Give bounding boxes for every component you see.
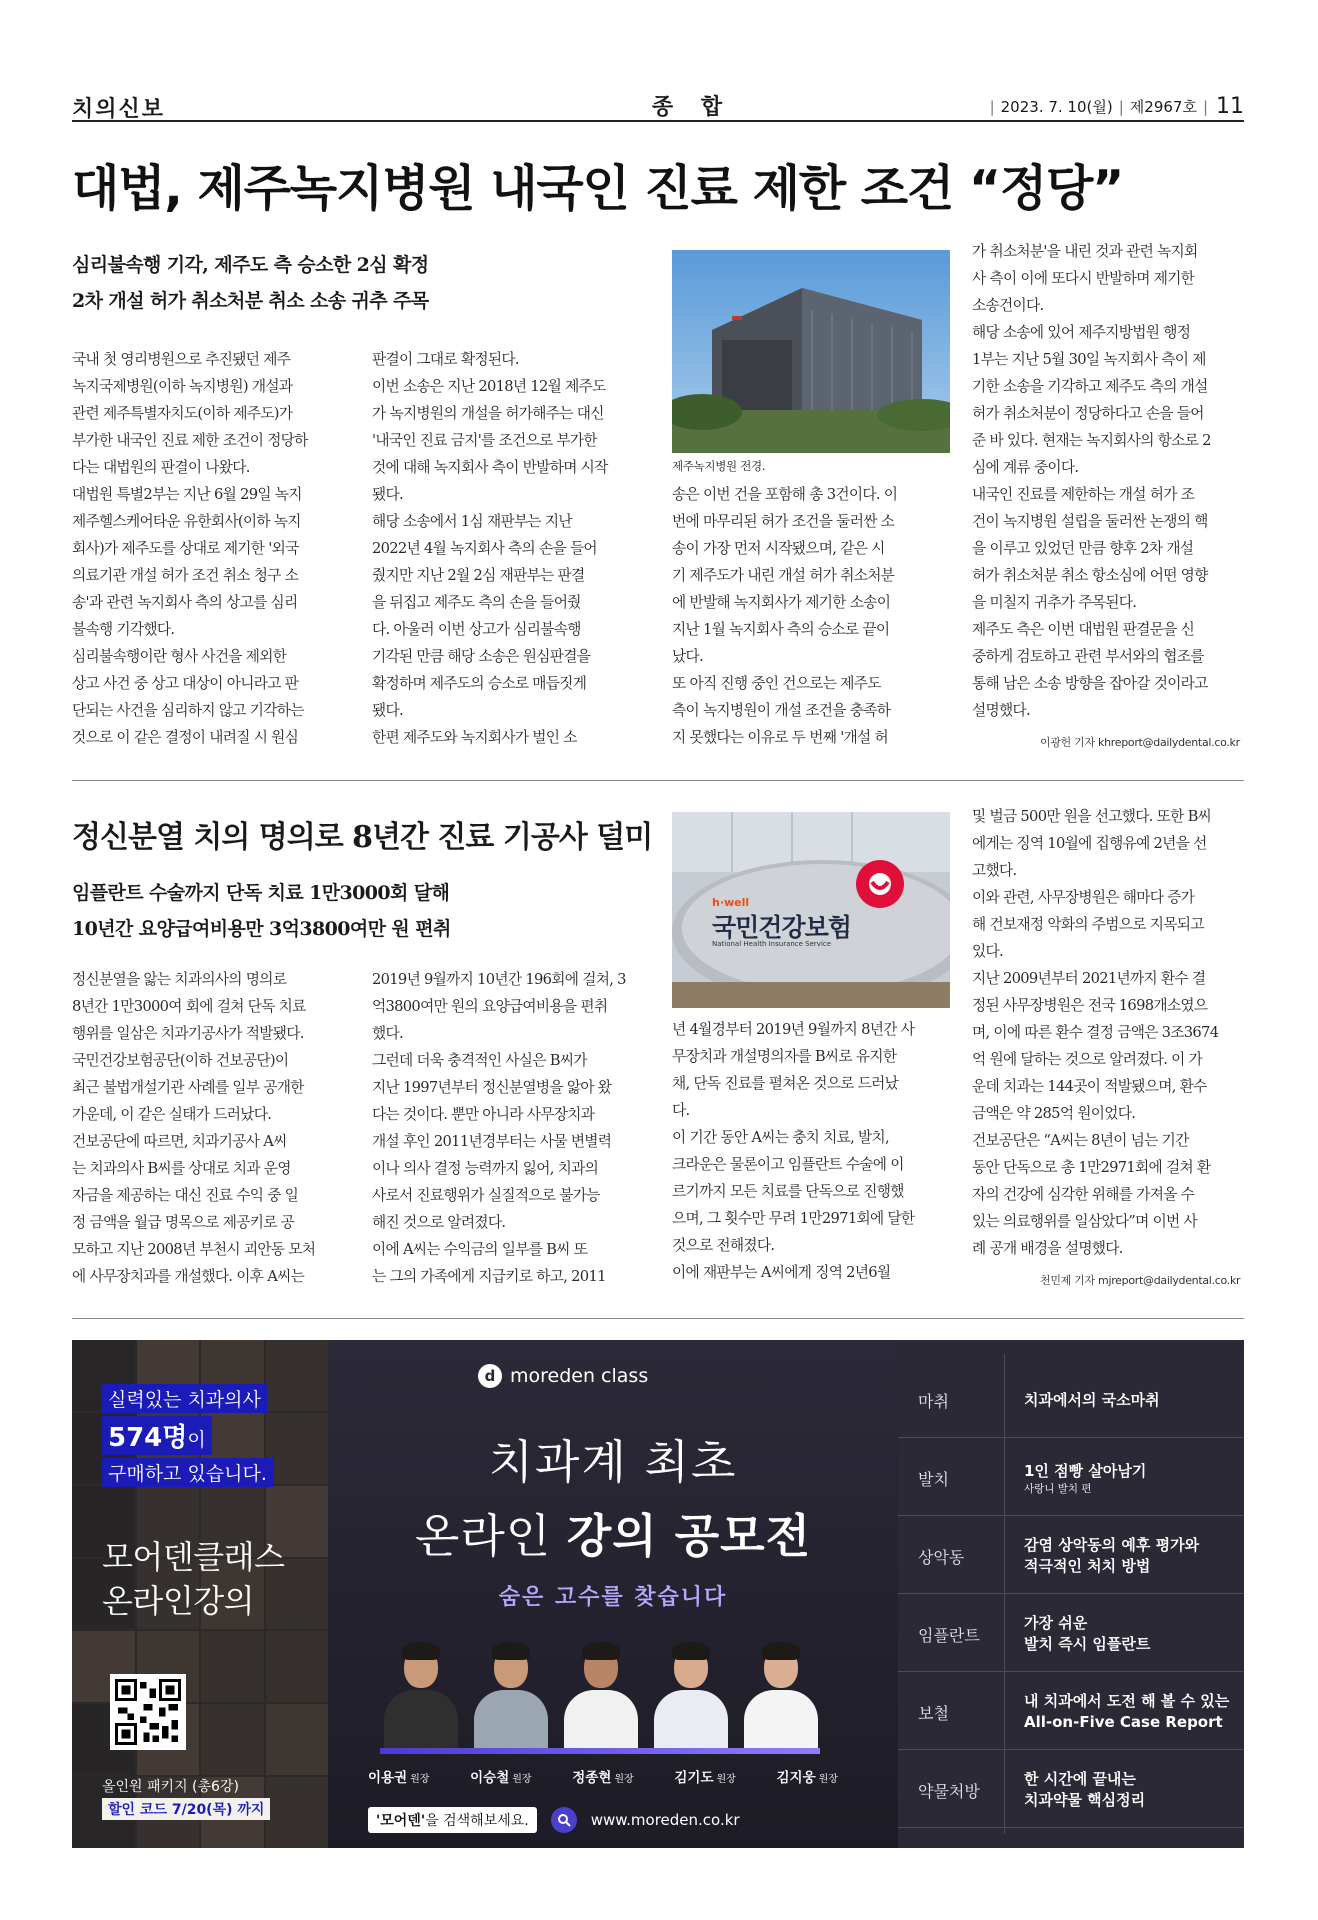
text-line: 해 건보재정 악화의 주범으로 지목되고 [972, 916, 1204, 933]
text-line: 모하고 지난 2008년 부천시 괴안동 모처 [72, 1241, 316, 1258]
text-line: 8년간 1만3000여 회에 걸쳐 단독 치료 [72, 998, 306, 1015]
text-line: 다. [672, 1102, 690, 1119]
speaker-role: 원장 [614, 1774, 634, 1785]
text-line: 운데 치과는 144곳이 적발됐으며, 환수 [972, 1078, 1207, 1095]
speaker-name [674, 1766, 735, 1786]
text-line: 것으로 이 같은 결정이 내려질 시 원심 [72, 729, 299, 746]
speaker-name-text: 이용권 [368, 1770, 408, 1786]
course-row[interactable] [898, 1362, 1244, 1438]
text-line: 는 그의 가족에게 지급키로 하고, 2011 [372, 1268, 606, 1285]
text-line: 송은 이번 건을 포함해 총 3건이다. 이 [672, 486, 898, 503]
text-line: 기한 소송을 기각하고 제주도 측의 개설 [972, 378, 1208, 395]
ad-left-package: 올인원 패키지 (총6강) [102, 1779, 239, 1795]
text-line: '내국인 진료 금지'를 조건으로 부가한 [372, 432, 597, 449]
text-line: 다는 것이다. 뿐만 아니라 사무장치과 [372, 1106, 595, 1123]
text-line: 정신분열을 앓는 치과의사의 명의로 [72, 971, 287, 988]
text-line: 자금을 제공하는 대신 진료 수익 중 일 [72, 1187, 299, 1204]
building-illustration [672, 250, 950, 453]
text-line: 금액은 약 285억 원이었다. [972, 1105, 1136, 1122]
course-title [1024, 1440, 1146, 1516]
text-line: 것으로 전해졌다. [672, 1237, 775, 1254]
text-line: 내국인 진료를 제한하는 개설 허가 조 [972, 486, 1195, 503]
text-line: 행위를 일삼은 치과기공사가 적발됐다. [72, 1025, 304, 1042]
ad-title-line2-b: 강의 공모전 [566, 1509, 812, 1563]
text-line: 이에 A씨는 수익금의 일부를 B씨 또 [372, 1241, 588, 1258]
article1-subheading-2: 2차 개설 허가 취소처분 취소 소송 귀추 주목 [72, 290, 429, 312]
article1-column-4 [972, 238, 1244, 724]
search-suffix: 을 검색해보세요. [425, 1813, 529, 1829]
ad-center-panel [328, 1340, 898, 1848]
separator: | [989, 97, 995, 116]
text-line: 지난 1997년부터 정신분열병을 앓아 왔 [372, 1079, 612, 1096]
ad-left-line1: 실력있는 치과의사 [102, 1384, 267, 1413]
masthead [72, 90, 1244, 122]
speaker-name-text: 김지웅 [776, 1770, 816, 1786]
text-line: 을 뒤집고 제주도 측의 손을 들어줬 [372, 594, 581, 611]
text-line: 크라운은 물론이고 임플란트 수술에 이 [672, 1156, 904, 1173]
text-line: 기각된 만큼 해당 소송은 원심판결을 [372, 648, 591, 665]
text-line: 을 이루고 있었던 만큼 향후 2차 개설 [972, 540, 1194, 557]
course-row[interactable] [898, 1440, 1244, 1516]
course-title-line1: 치과에서의 국소마취 [1024, 1390, 1160, 1409]
speaker-photo [380, 1640, 460, 1748]
text-line: 제주헬스케어타운 유한회사(이하 녹지 [72, 513, 301, 530]
qr-code[interactable] [110, 1674, 186, 1750]
speaker-role: 원장 [512, 1774, 532, 1785]
text-line: 자의 건강에 심각한 위해를 가져올 수 [972, 1186, 1195, 1203]
course-category: 보철 [918, 1703, 949, 1723]
moreden-brand [478, 1364, 648, 1388]
text-line: 지난 2009년부터 2021년까지 환수 결 [972, 970, 1206, 987]
text-line: 설명했다. [972, 702, 1030, 719]
text-line: 채, 단독 진료를 펼쳐온 것으로 드러났 [672, 1075, 899, 1092]
text-line: 부가한 내국인 진료 제한 조건이 정당하 [72, 432, 308, 449]
text-line: 측이 녹지병원이 개설 조건을 충족하 [672, 702, 891, 719]
text-line: 했다. [372, 1025, 403, 1042]
search-keyword: '모어덴' [376, 1813, 426, 1829]
course-list [898, 1340, 1244, 1848]
course-title [1024, 1752, 1145, 1828]
course-title-line2: 적극적인 처치 방법 [1024, 1557, 1151, 1575]
speaker-name [777, 1766, 838, 1786]
text-line: 됐다. [372, 486, 403, 503]
sign-name: 국민건강보험 [712, 913, 851, 942]
text-line: 기 제주도가 내린 개설 허가 취소처분 [672, 567, 895, 584]
text-line: 있는 의료행위를 일삼았다”며 이번 사 [972, 1213, 1198, 1230]
article-divider [72, 780, 1244, 781]
text-line: 례 공개 배경을 설명했다. [972, 1240, 1123, 1257]
speaker-names [368, 1766, 838, 1786]
text-line: 의료기관 개설 허가 조건 취소 청구 소 [72, 567, 299, 584]
course-title-line1: 감염 상악동의 예후 평가와 [1024, 1536, 1200, 1554]
ad-title-line2 [328, 1500, 898, 1566]
speaker-name-text: 정종현 [572, 1770, 612, 1786]
text-line: 다는 대법원의 판결이 나왔다. [72, 459, 250, 476]
text-line: 최근 불법개설기관 사례를 일부 공개한 [72, 1079, 304, 1096]
ad-left-panel [72, 1340, 328, 1848]
page-number: 11 [1216, 94, 1244, 119]
text-line: 이 기간 동안 A씨는 충치 치료, 발치, [672, 1129, 890, 1146]
ad-left-discount-code: 할인 코드 7/20(목) 까지 [102, 1798, 270, 1820]
text-line: 단되는 사건을 심리하지 않고 기각하는 [72, 702, 304, 719]
sign-english: National Health Insurance Service [712, 940, 832, 948]
text-line: 며, 이에 따른 환수 결정 금액은 3조3674 [972, 1024, 1219, 1041]
text-line: 됐다. [372, 702, 403, 719]
qr-code-icon [115, 1679, 181, 1745]
course-title [1024, 1674, 1229, 1750]
speaker-role: 원장 [818, 1774, 838, 1785]
text-line: 한편 제주도와 녹지회사가 벌인 소 [372, 729, 577, 746]
text-line: 통해 남은 소송 방향을 잡아갈 것이라고 [972, 675, 1208, 692]
course-row[interactable] [898, 1674, 1244, 1750]
text-line: 을 미칠지 귀추가 주목된다. [972, 594, 1137, 611]
newspaper-name: 치의신보 [72, 97, 166, 122]
speaker-bar [380, 1748, 820, 1754]
text-line: 이나 의사 결정 능력까지 잃어, 치과의 [372, 1160, 599, 1177]
text-line: 사 측이 이에 또다시 반발하며 제기한 [972, 270, 1195, 287]
text-line: 에 반발해 녹지회사가 제기한 소송이 [672, 594, 891, 611]
course-title [1024, 1596, 1150, 1672]
text-line: 났다. [672, 648, 703, 665]
text-line: 억 원에 달하는 것으로 알려졌다. 이 가 [972, 1051, 1203, 1068]
search-icon[interactable] [551, 1807, 577, 1833]
nhis-sign-photo [672, 812, 950, 1008]
text-line: 무장치과 개설명의자를 B씨로 유지한 [672, 1048, 897, 1065]
text-line: 송'과 관련 녹지회사 측의 상고를 심리 [72, 594, 298, 611]
article1-column-2 [372, 346, 644, 751]
text-line: 개설 후인 2011년경부터는 사물 변별력 [372, 1133, 612, 1150]
text-line: 가 녹지병원의 개설을 허가해주는 대신 [372, 405, 604, 422]
section-label: 종 합 [651, 95, 733, 120]
text-line: 해당 소송에서 1심 재판부는 지난 [372, 513, 572, 530]
speaker-name [470, 1766, 531, 1786]
search-prompt[interactable] [368, 1804, 838, 1836]
course-subtitle: 사랑니 발치 편 [1024, 1482, 1092, 1495]
text-line: 국내 첫 영리병원으로 추진됐던 제주 [72, 351, 291, 368]
course-title-line1: 내 치과에서 도전 해 볼 수 있는 [1024, 1692, 1230, 1710]
text-line: 대법원 특별2부는 지난 6월 29일 녹지 [72, 486, 302, 503]
photo1-caption: 제주녹지병원 전경. [672, 459, 766, 473]
text-line: 건이 녹지병원 설립을 둘러싼 논쟁의 핵 [972, 513, 1208, 530]
text-line: 르기까지 모든 치료를 단독으로 진행했 [672, 1183, 904, 1200]
sign-brand: h·well [712, 896, 750, 909]
ad-title-line2-a: 온라인 [414, 1509, 567, 1563]
article1-headline: 대법, 제주녹지병원 내국인 진료 제한 조건 “정당” [72, 160, 1124, 217]
course-title-line1: 가장 쉬운 [1024, 1614, 1088, 1632]
article2-column-3 [672, 1016, 944, 1286]
speaker-photo [650, 1640, 730, 1748]
text-line: 가운데, 이 같은 실태가 드러났다. [72, 1106, 272, 1123]
speaker-photo [470, 1640, 550, 1748]
text-line: 제주도 측은 이번 대법원 판결문을 신 [972, 621, 1195, 638]
text-line: 것에 대해 녹지회사 측이 반발하며 시작 [372, 459, 608, 476]
dentist-count-suffix: 이 [187, 1429, 206, 1451]
text-line: 건보공단에 따르면, 치과기공사 A씨 [72, 1133, 287, 1150]
speaker-photo [560, 1640, 640, 1748]
text-line: 심리불속행이란 형사 사건을 제외한 [72, 648, 287, 665]
article-divider [72, 1318, 1244, 1319]
text-line: 고했다. [972, 862, 1017, 879]
article1-column-1 [72, 346, 344, 751]
course-title-line2: 치과약물 핵심정리 [1024, 1791, 1146, 1809]
ad-left-title2: 온라인강의 [102, 1582, 255, 1620]
article2-column-4 [972, 803, 1244, 1262]
ad-left-line3: 구매하고 있습니다. [102, 1458, 273, 1487]
search-keyword-pill [368, 1807, 537, 1833]
article2-column-1 [72, 966, 344, 1290]
text-line: 억3800여만 원의 요양급여비용을 편취 [372, 998, 608, 1015]
brand-name: moreden class [510, 1365, 649, 1387]
article1-column-3 [672, 481, 944, 751]
text-line: 으며, 그 횟수만 무려 1만2971회에 달한 [672, 1210, 915, 1227]
course-category: 임플란트 [918, 1625, 980, 1645]
text-line: 는 치과의사 B씨를 상대로 치과 운영 [72, 1160, 291, 1177]
website-url[interactable]: www.moreden.co.kr [590, 1811, 740, 1829]
course-category: 발치 [918, 1469, 949, 1489]
moreden-logo-icon: d [478, 1364, 502, 1388]
text-line: 국민건강보험공단(이하 건보공단)이 [72, 1052, 289, 1069]
text-line: 확정하며 제주도의 승소로 매듭짓게 [372, 675, 587, 692]
speaker-name-text: 김기도 [674, 1770, 714, 1786]
dentist-count: 574명 [108, 1423, 188, 1453]
text-line: 에 사무장치과를 개설했다. 이후 A씨는 [72, 1268, 305, 1285]
text-line: 지 못했다는 이유로 두 번째 '개설 허 [672, 729, 888, 746]
speaker-name [368, 1766, 429, 1786]
text-line: 2022년 4월 녹지회사 측의 손을 들어 [372, 540, 597, 557]
ad-title-line1: 치과계 최초 [488, 1435, 738, 1489]
text-line: 줬지만 지난 2월 2심 재판부는 판결 [372, 567, 585, 584]
text-line: 가 취소처분'을 내린 것과 관련 녹지회 [972, 243, 1198, 260]
text-line: 중하게 검토하고 관련 부서와의 협조를 [972, 648, 1204, 665]
text-line: 송이 가장 먼저 시작됐으며, 같은 시 [672, 540, 885, 557]
text-line: 심에 계류 중이다. [972, 459, 1079, 476]
course-row[interactable] [898, 1518, 1244, 1594]
speaker-photos [380, 1640, 820, 1748]
text-line: 지난 1월 녹지회사 측의 승소로 끝이 [672, 621, 890, 638]
article1-byline: 이광헌 기자 khreport@dailydental.co.kr [1040, 736, 1240, 749]
text-line: 해진 것으로 알려졌다. [372, 1214, 506, 1231]
text-line: 정된 사무장병원은 전국 1698개소였으 [972, 997, 1208, 1014]
text-line: 허가 취소처분이 정당하다고 손을 들어 [972, 405, 1204, 422]
hospital-building-photo [672, 250, 950, 453]
course-category: 약물처방 [918, 1781, 980, 1801]
course-title [1024, 1518, 1199, 1594]
text-line: 건보공단은 “A씨는 8년이 넘는 기간 [972, 1132, 1189, 1149]
text-line: 이번 소송은 지난 2018년 12월 제주도 [372, 378, 606, 395]
text-line: 2019년 9월까지 10년간 196회에 걸쳐, 3 [372, 971, 626, 988]
text-line: 년 4월경부터 2019년 9월까지 8년간 사 [672, 1021, 915, 1038]
course-category: 마취 [918, 1391, 949, 1411]
text-line: 이와 관련, 사무장병원은 해마다 증가 [972, 889, 1195, 906]
article2-subheading-2: 10년간 요양급여비용만 3억3800여만 원 편취 [72, 918, 451, 940]
article1-subheading-1: 심리불속행 기각, 제주도 측 승소한 2심 확정 [72, 254, 429, 276]
text-line: 사로서 진료행위가 실질적으로 불가능 [372, 1187, 600, 1204]
speaker-name-text: 이승철 [470, 1770, 510, 1786]
text-line: 소송건이다. [972, 297, 1044, 314]
course-title-line1: 한 시간에 끝내는 [1024, 1770, 1136, 1788]
course-row[interactable] [898, 1596, 1244, 1672]
article2-column-2 [372, 966, 644, 1290]
text-line: 1부는 지난 5월 30일 녹지회사 측이 제 [972, 351, 1206, 368]
text-line: 불속행 기각했다. [72, 621, 175, 638]
course-title-line2: 발치 즉시 임플란트 [1024, 1635, 1151, 1653]
text-line: 에게는 징역 10월에 집행유예 2년을 선 [972, 835, 1207, 852]
course-row[interactable] [898, 1752, 1244, 1828]
speaker-role: 원장 [410, 1774, 430, 1785]
ad-subtitle: 숨은 고수를 찾습니다 [498, 1585, 728, 1610]
issue-meta [990, 94, 1244, 119]
course-category: 상악동 [918, 1547, 965, 1567]
text-line: 다. 아울러 이번 상고가 심리불속행 [372, 621, 581, 638]
text-line: 동안 단독으로 총 1만2971회에 걸쳐 환 [972, 1159, 1211, 1176]
speaker-name [572, 1766, 633, 1786]
text-line: 회사)가 제주도를 상대로 제기한 '외국 [72, 540, 299, 557]
issue-number: 제2967호 [1129, 98, 1197, 116]
separator: | [1202, 97, 1208, 116]
text-line: 상고 사건 중 상고 대상이 아니라고 판 [72, 675, 299, 692]
text-line: 번에 마무리된 허가 조건을 둘러싼 소 [672, 513, 895, 530]
text-line: 준 바 있다. 현재는 녹지회사의 항소로 2 [972, 432, 1211, 449]
course-title-line2: All-on-Five Case Report [1024, 1713, 1223, 1731]
text-line: 또 아직 진행 중인 건으로는 제주도 [672, 675, 881, 692]
course-title-line1: 1인 점빵 살아남기 [1024, 1461, 1147, 1480]
article2-byline: 천민제 기자 mjreport@dailydental.co.kr [1040, 1274, 1241, 1287]
separator: | [1118, 97, 1124, 116]
text-line: 허가 취소처분 취소 항소심에 어떤 영향 [972, 567, 1208, 584]
text-line: 이에 재판부는 A씨에게 징역 2년6월 [672, 1264, 891, 1281]
moreden-advertisement[interactable] [72, 1340, 1244, 1848]
course-title [1024, 1362, 1160, 1438]
text-line: 판결이 그대로 확정된다. [372, 351, 519, 368]
ad-left-title1: 모어덴클래스 [102, 1538, 285, 1576]
text-line: 있다. [972, 943, 1003, 960]
text-line: 및 벌금 500만 원을 선고했다. 또한 B씨 [972, 808, 1212, 825]
speaker-photo [740, 1640, 820, 1748]
issue-date: 2023. 7. 10(월) [1000, 98, 1113, 116]
text-line: 관련 제주특별자치도(이하 제주도)가 [72, 405, 293, 422]
text-line: 정 금액을 월급 명목으로 제공키로 공 [72, 1214, 295, 1231]
article2-subheading-1: 임플란트 수술까지 단독 치료 1만3000회 달해 [72, 882, 450, 904]
text-line: 그런데 더욱 충격적인 사실은 B씨가 [372, 1052, 587, 1069]
text-line: 해당 소송에 있어 제주지방법원 행정 [972, 324, 1191, 341]
ad-left-count-box [102, 1416, 212, 1455]
text-line: 녹지국제병원(이하 녹지병원) 개설과 [72, 378, 293, 395]
article2-headline: 정신분열 치의 명의로 8년간 진료 기공사 덜미 [72, 820, 653, 855]
speaker-role: 원장 [716, 1774, 736, 1785]
